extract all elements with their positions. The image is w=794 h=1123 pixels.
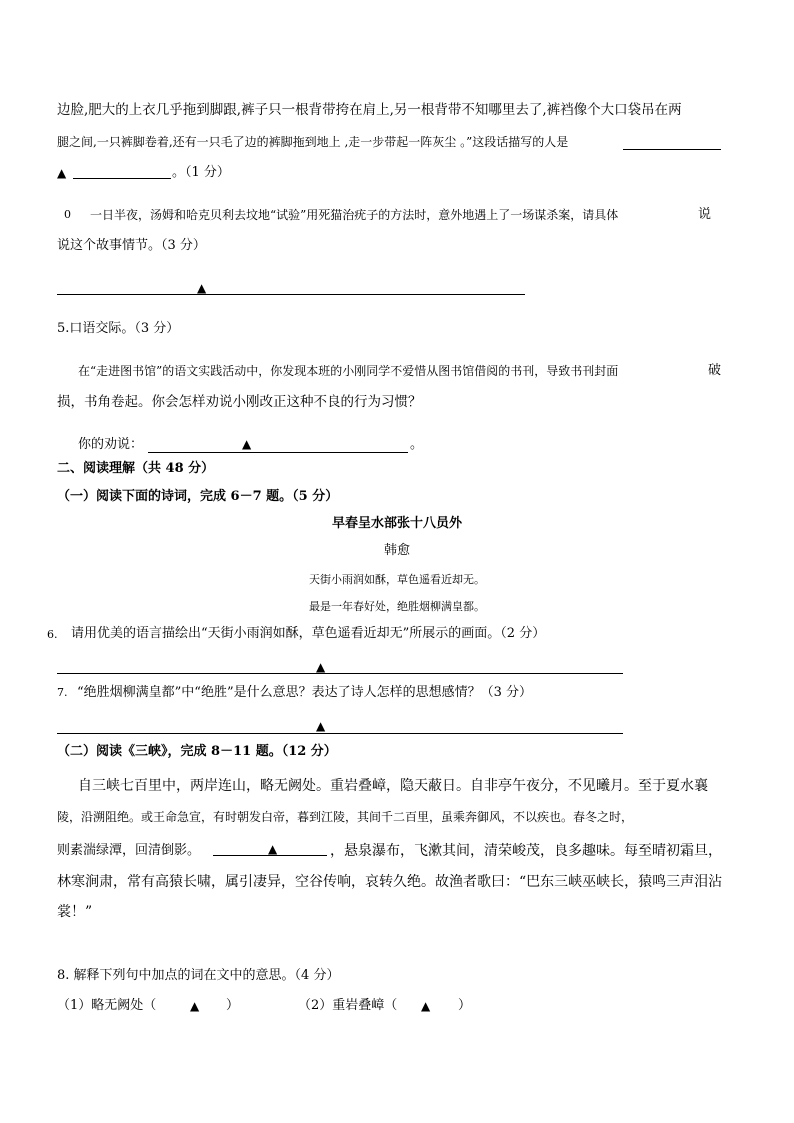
q5-title: 5.口语交际。（3 分） [57, 321, 180, 336]
question-number: 0 [64, 208, 71, 221]
q8-item-2: （2）重岩叠嶂（ [298, 998, 398, 1013]
poem-line-2: 最是一年春好处，绝胜烟柳满皇都。 [309, 600, 485, 613]
passage-line: 陵，沿溯阻绝。或王命急宣，有时朝发白帝，暮到江陵，其间千二百里，虽乘奔御风，不以疾也。春冬之时， [57, 810, 634, 824]
poem-line-1: 天街小雨润如酥，草色遥看近却无。 [309, 573, 485, 586]
q7-text: “绝胜烟柳满皇都”中“绝胜”是什么意思？表达了诗人怎样的思想感情？（3 分） [77, 685, 532, 700]
section-title: 二、阅读理解（共 48 分） [57, 461, 215, 476]
answer-line [57, 733, 623, 734]
q8-item-2-close: ） [458, 998, 472, 1013]
passage-line: 自三峡七百里中，两岸连山，略无阙处。重岩叠嶂，隐天蔽日。自非亭午夜分，不见曦月。至于夏水襄 [78, 778, 708, 794]
question-text-2: 说这个故事情节。（3 分） [57, 238, 206, 253]
answer-triangle: ▲ [57, 166, 67, 180]
q5-text-1-end: 破 [708, 363, 722, 378]
answer-end: 。 [410, 437, 424, 452]
q5-text-2: 损，书角卷起。你会怎样劝说小刚改正这种不良的行为习惯？ [57, 394, 422, 410]
q7-number: 7. [57, 686, 68, 699]
passage-line: 裳！” [57, 904, 93, 920]
passage-line: 林寒涧肃，常有高猿长啸，属引凄异，空谷传响，哀转久绝。故渔者歌曰：“巴东三峡巫峡长，猿鸣三声泪沾 [57, 874, 723, 890]
answer-line [148, 452, 408, 453]
part-title: （一）阅读下面的诗词，完成 6－7 题。（5 分） [57, 489, 339, 504]
q5-text-1: 在“走进图书馆”的语文实践活动中，你发现本班的小刚同学不爱惜从图书馆借阅的书刊，导致书刊封面 [78, 364, 619, 378]
passage-line: 则素湍绿潭，回清倒影。 [57, 843, 201, 858]
answer-triangle: ▲ [190, 999, 200, 1013]
answer-triangle: ▲ [421, 999, 431, 1013]
points-label: 。（1 分） [172, 165, 230, 180]
poem-title: 早春呈水部张十八员外 [331, 516, 462, 531]
answer-blank [73, 178, 171, 179]
q8-item-1: （1）略无阙处（ [57, 998, 157, 1013]
answer-triangle: ▲ [316, 719, 326, 733]
answer-line [57, 294, 525, 295]
q6-number: 6. [47, 628, 58, 641]
q8-item-1-close: ） [226, 998, 240, 1013]
poem-author: 韩愈 [383, 543, 410, 558]
passage-line-1: 边脸,肥大的上衣几乎拖到脚跟,裤子只一根背带挎在肩上,另一根背带不知哪里去了,裤裆像个大口袋吊在两 [57, 102, 682, 118]
question-text-end: 说 [698, 207, 712, 222]
passage-line-2: 腿之间,一只裤脚卷着,还有一只毛了边的裤脚拖到地上 ,走一步带起一阵灰尘 。”这段话描写的人是 [57, 135, 569, 149]
q6-text: 请用优美的语言描绘出“天街小雨润如酥，草色遥看近却无”所展示的画面。（2 分） [71, 626, 546, 641]
part-title: （二）阅读《三峡》，完成 8－11 题。（12 分） [57, 744, 337, 759]
q8-text: 8. 解释下列句中加点的词在文中的意思。（4 分） [57, 968, 340, 983]
passage-line: ，悬泉瀑布，飞漱其间，清荣峻茂，良多趣味。每至晴初霜旦， [330, 843, 722, 859]
answer-line [57, 673, 623, 674]
answer-label: 你的劝说： [78, 437, 144, 452]
answer-blank [623, 149, 721, 150]
answer-triangle: ▲ [316, 660, 326, 674]
answer-triangle: ▲ [242, 437, 252, 451]
question-text: 一日半夜，汤姆和哈克贝利去坟地“试验”用死猫治疣子的方法时，意外地遇上了一场谋杀案，请具体 [90, 208, 619, 222]
answer-triangle: ▲ [197, 281, 207, 295]
answer-triangle: ▲ [268, 842, 278, 856]
